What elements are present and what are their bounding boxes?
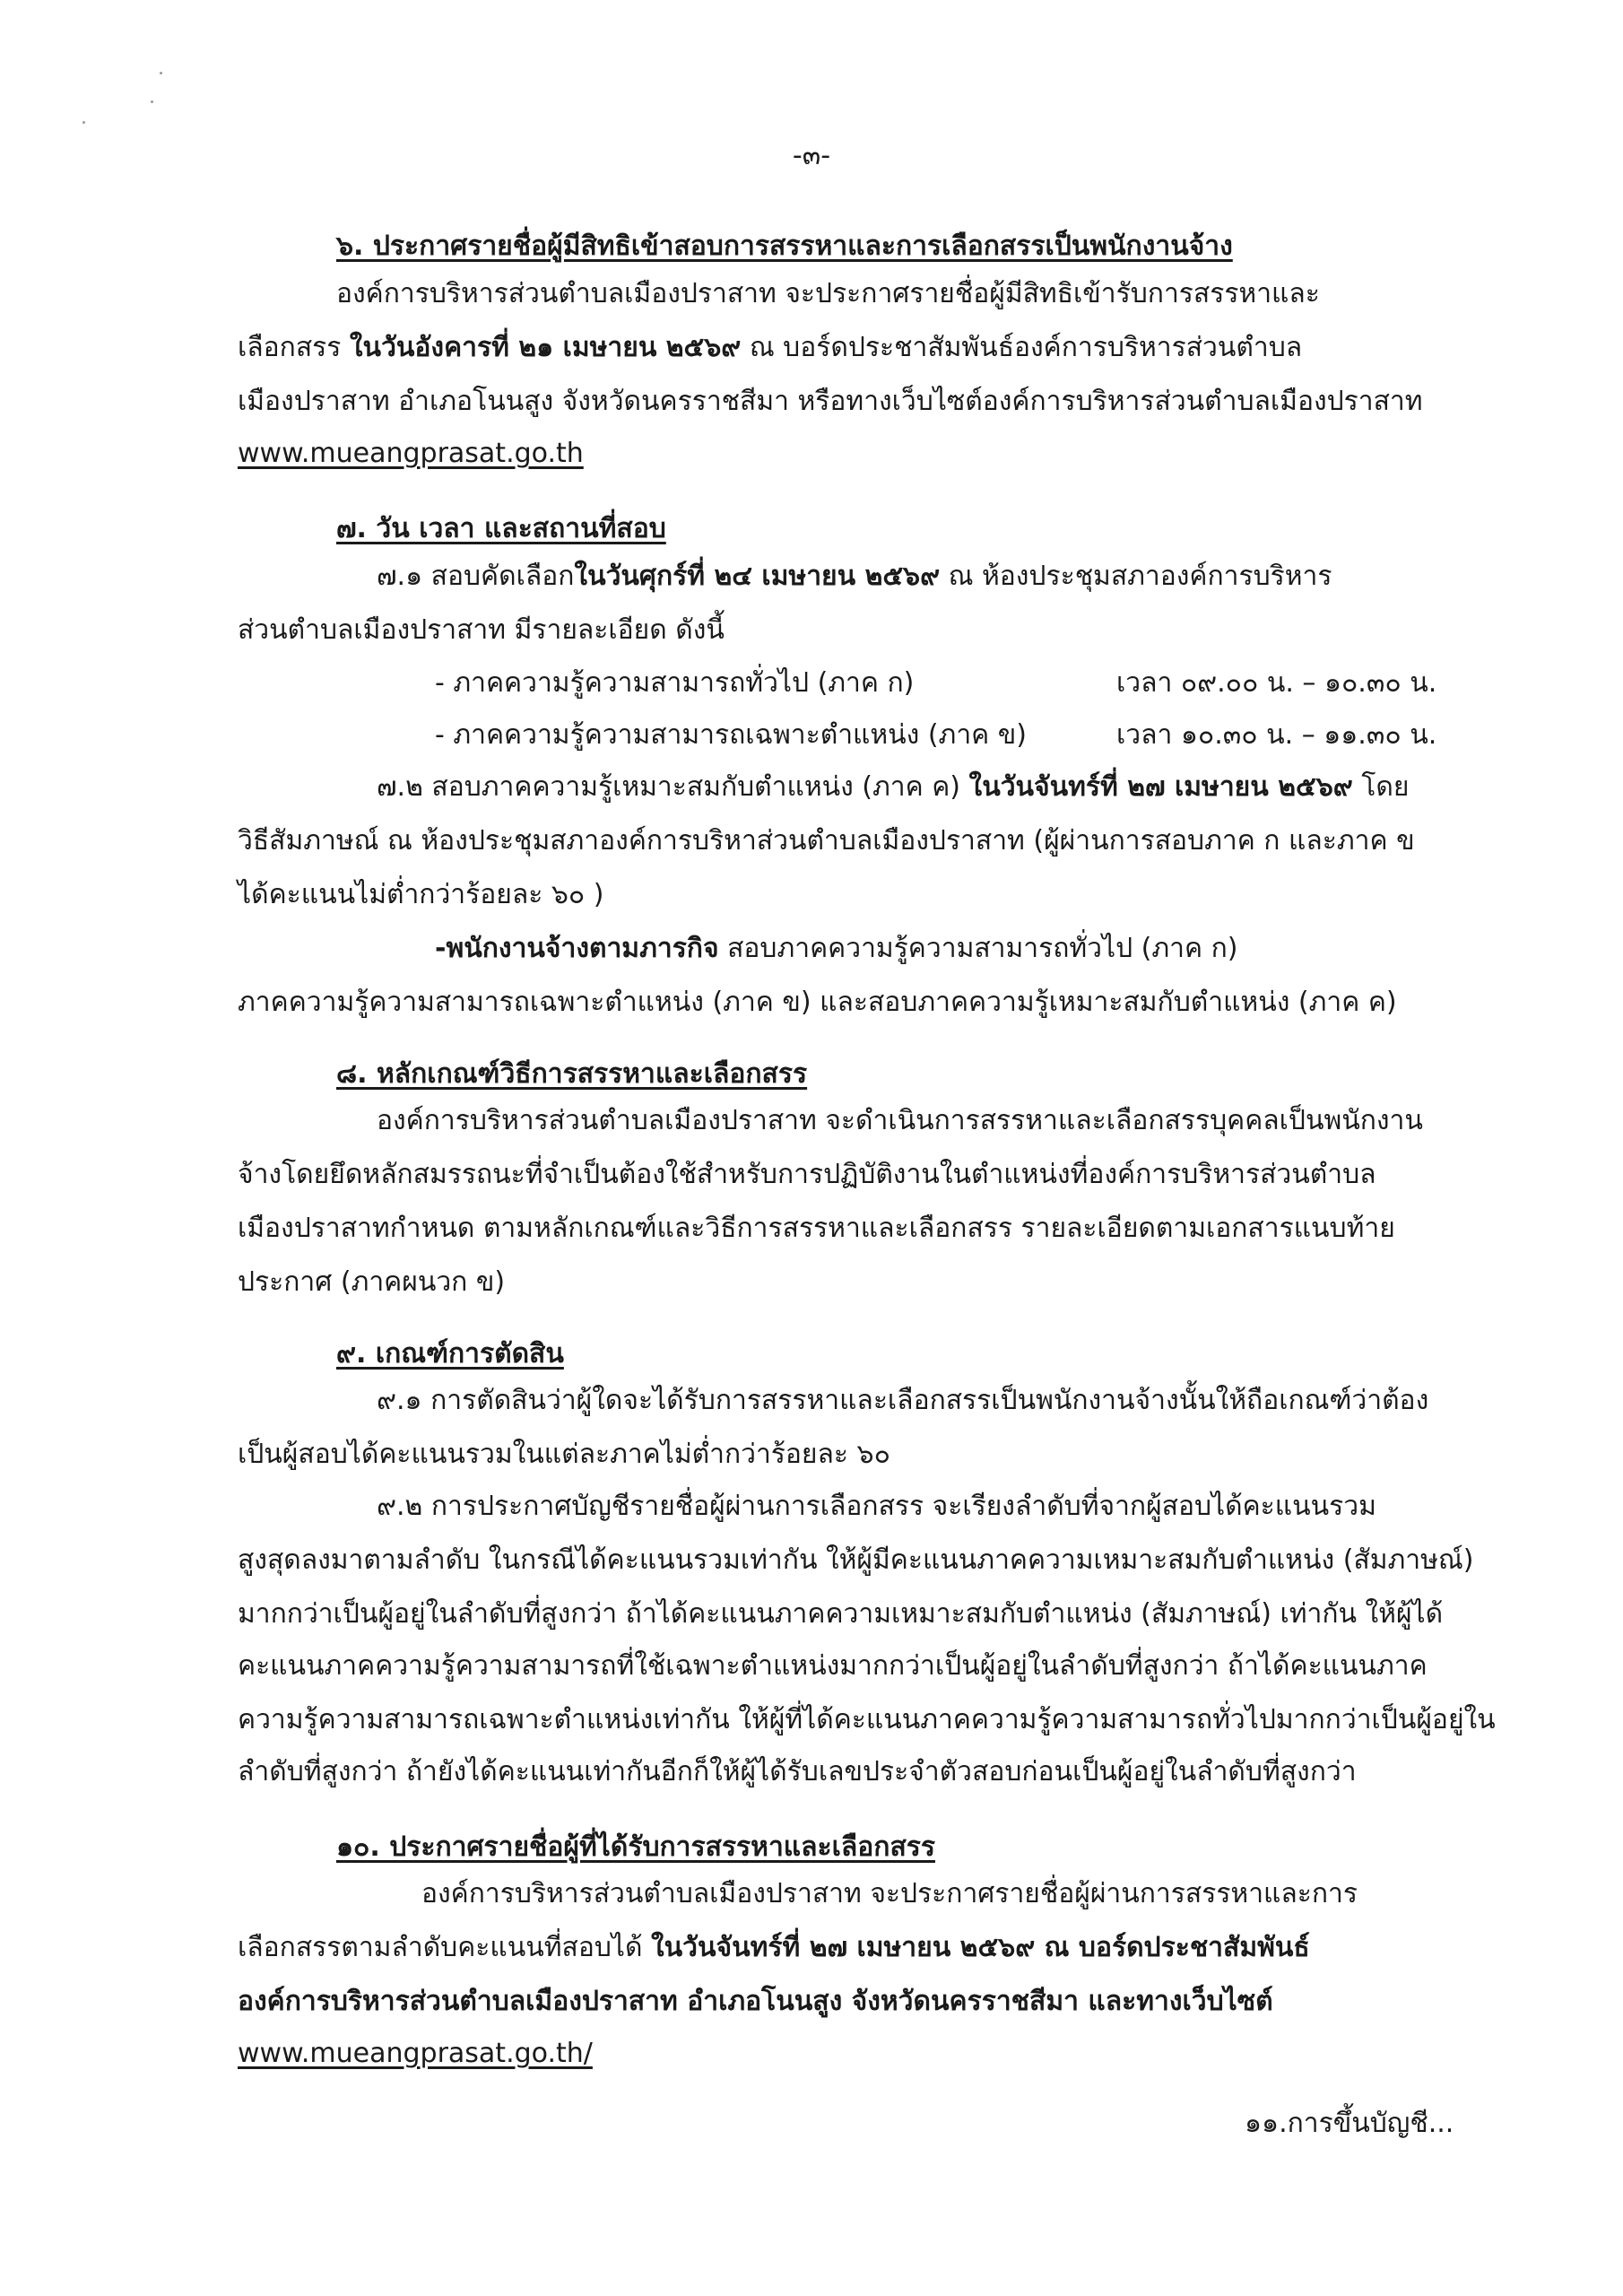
schedule-row-time: เวลา ๐๙.๐๐ น. – ๑๐.๓๐ น. bbox=[1116, 667, 1437, 699]
text-run: เลือกสรร bbox=[238, 332, 350, 363]
section-7-text-line: วิธีสัมภาษณ์ ณ ห้องประชุมสภาองค์การบริหาส่วนตำบลเมืองปราสาท (ผู้ผ่านการสอบภาค ก และภาค ข bbox=[238, 825, 1415, 857]
continuation-note: ๑๑.การขึ้นบัญชี... bbox=[1245, 2108, 1454, 2139]
section-9-text-line: ๙.๒ การประกาศบัญชีรายชื่อผู้ผ่านการเลือกสรร จะเรียงลำดับที่จากผู้สอบได้คะแนนรวม bbox=[377, 1491, 1376, 1522]
section-7-text-line bbox=[435, 931, 1237, 967]
text-run: สอบภาคความรู้ความสามารถทั่วไป (ภาค ก) bbox=[718, 933, 1238, 964]
section-8-heading: ๘. หลักเกณฑ์วิธีการสรรหาและเลือกสรร bbox=[336, 1058, 808, 1090]
section-9-heading: ๙. เกณฑ์การตัดสิน bbox=[336, 1338, 564, 1370]
section-9-text-line: ลำดับที่สูงกว่า ถ้ายังได้คะแนนเท่ากันอีกก็ให้ผู้ได้รับเลขประจำตัวสอบก่อนเป็นผู้อยู่ในลำดับที่สูงกว่า bbox=[238, 1756, 1357, 1787]
section-7-text-line: ภาคความรู้ความสามารถเฉพาะตำแหน่ง (ภาค ข) และสอบภาคความรู้เหมาะสมกับตำแหน่ง (ภาค ค) bbox=[238, 987, 1397, 1018]
section-8-text-line: องค์การบริหารส่วนตำบลเมืองปราสาท จะดำเนินการสรรหาและเลือกสรรบุคคลเป็นพนักงาน bbox=[377, 1105, 1423, 1136]
text-run: ๗.๒ สอบภาคความรู้เหมาะสมกับตำแหน่ง (ภาค ค) bbox=[377, 771, 969, 803]
section-8-text-line: จ้างโดยยึดหลักสมรรถนะที่จำเป็นต้องใช้สำหรับการปฏิบัติงานในตำแหน่งที่องค์การบริหารส่วนตำบล bbox=[238, 1159, 1376, 1190]
section-10-text-line: องค์การบริหารส่วนตำบลเมืองปราสาท จะประกาศรายชื่อผู้ผ่านการสรรหาและการ bbox=[421, 1878, 1358, 1909]
schedule-row-time: เวลา ๑๐.๓๐ น. – ๑๑.๓๐ น. bbox=[1116, 719, 1437, 751]
section-6-heading: ๖. ประกาศรายชื่อผู้มีสิทธิเข้าสอบการสรรหาและการเลือกสรรเป็นพนักงานจ้าง bbox=[336, 230, 1233, 262]
page-number: -๓- bbox=[792, 140, 831, 171]
section-6-text-line bbox=[238, 330, 1302, 366]
text-run: ณ บอร์ดประชาสัมพันธ์องค์การบริหารส่วนตำบล bbox=[741, 332, 1303, 363]
schedule-row-label: - ภาคความรู้ความสามารถเฉพาะตำแหน่ง (ภาค ข) bbox=[435, 719, 1027, 751]
website-link[interactable]: www.mueangprasat.go.th bbox=[238, 438, 584, 469]
section-10-text-line bbox=[238, 1930, 1310, 1966]
text-run: ๗.๑ สอบคัดเลือก bbox=[377, 561, 575, 592]
section-9-text-line: ๙.๑ การตัดสินว่าผู้ใดจะได้รับการสรรหาและเลือกสรรเป็นพนักงานจ้างนั้นให้ถือเกณฑ์ว่าต้อง bbox=[377, 1385, 1429, 1416]
section-6-text-line bbox=[336, 276, 1469, 312]
section-8-text-line: เมืองปราสาทกำหนด ตามหลักเกณฑ์และวิธีการสรรหาและเลือกสรร รายละเอียดตามเอกสารแนบท้าย bbox=[238, 1213, 1395, 1244]
section-7-heading: ๗. วัน เวลา และสถานที่สอบ bbox=[336, 513, 666, 544]
date-bold: ในวันจันทร์ที่ ๒๗ เมษายน ๒๕๖๙ bbox=[968, 771, 1353, 803]
section-7-text-line: ส่วนตำบลเมืองปราสาท มีรายละเอียด ดังนี้ bbox=[238, 614, 725, 646]
section-7-text-line: ได้คะแนนไม่ต่ำกว่าร้อยละ ๖๐ ) bbox=[238, 879, 604, 910]
section-8-text-line: ประกาศ (ภาคผนวก ข) bbox=[238, 1266, 506, 1298]
section-9-text-line: สูงสุดลงมาตามลำดับ ในกรณีได้คะแนนรวมเท่ากัน ให้ผู้มีคะแนนภาคความเหมาะสมกับตำแหน่ง (สัมภาษณ์) bbox=[238, 1544, 1474, 1576]
position-type-bold: -พนักงานจ้างตามภารกิจ bbox=[435, 933, 719, 964]
section-6-text-line: เมืองปราสาท อำเภอโนนสูง จังหวัดนครราชสีมา หรือทางเว็บไซต์องค์การบริหารส่วนตำบลเมืองปราสาท bbox=[238, 386, 1423, 417]
text-run: โดย bbox=[1352, 771, 1410, 803]
date-bold: ในวันศุกร์ที่ ๒๔ เมษายน ๒๕๖๙ bbox=[574, 561, 941, 592]
section-9-text-line: ความรู้ความสามารถเฉพาะตำแหน่งเท่ากัน ให้ผู้ที่ได้คะแนนภาคความรู้ความสามารถทั่วไปมากกว่าเป็นผู้อยู่ใน bbox=[238, 1704, 1496, 1735]
section-9-text-line: คะแนนภาคความรู้ความสามารถที่ใช้เฉพาะตำแหน่งมากกว่าเป็นผู้อยู่ในลำดับที่สูงกว่า ถ้าได้คะแนนภาค bbox=[238, 1650, 1428, 1682]
schedule-row-label: - ภาคความรู้ความสามารถทั่วไป (ภาค ก) bbox=[435, 667, 915, 699]
section-10-text-line: องค์การบริหารส่วนตำบลเมืองปราสาท อำเภอโนนสูง จังหวัดนครราชสีมา และทางเว็บไซต์ bbox=[238, 1986, 1273, 2017]
section-7-text-line bbox=[377, 559, 1332, 595]
date-bold: ในวันจันทร์ที่ ๒๗ เมษายน ๒๕๖๙ ณ บอร์ดประชาสัมพันธ์ bbox=[651, 1932, 1310, 1963]
text-run: เลือกสรรตามลำดับคะแนนที่สอบได้ bbox=[238, 1932, 652, 1963]
text-run: ณ ห้องประชุมสภาองค์การบริหาร bbox=[940, 561, 1332, 592]
section-9-text-line: มากกว่าเป็นผู้อยู่ในลำดับที่สูงกว่า ถ้าได้คะแนนภาคความเหมาะสมกับตำแหน่ง (สัมภาษณ์) เท่ากัน ให้ผู้ได้ bbox=[238, 1598, 1444, 1630]
text-run: องค์การบริหารส่วนตำบลเมืองปราสาท จะประกาศรายชื่อผู้มีสิทธิเข้ารับการสรรหาและ bbox=[336, 278, 1320, 309]
section-7-text-line bbox=[377, 770, 1409, 805]
date-bold: ในวันอังคารที่ ๒๑ เมษายน ๒๕๖๙ bbox=[349, 332, 742, 363]
section-10-heading: ๑๐. ประกาศรายชื่อผู้ที่ได้รับการสรรหาและเลือกสรร bbox=[336, 1831, 935, 1863]
website-link[interactable]: www.mueangprasat.go.th/ bbox=[238, 2038, 593, 2069]
section-9-text-line: เป็นผู้สอบได้คะแนนรวมในแต่ละภาคไม่ต่ำกว่าร้อยละ ๖๐ bbox=[238, 1439, 890, 1470]
